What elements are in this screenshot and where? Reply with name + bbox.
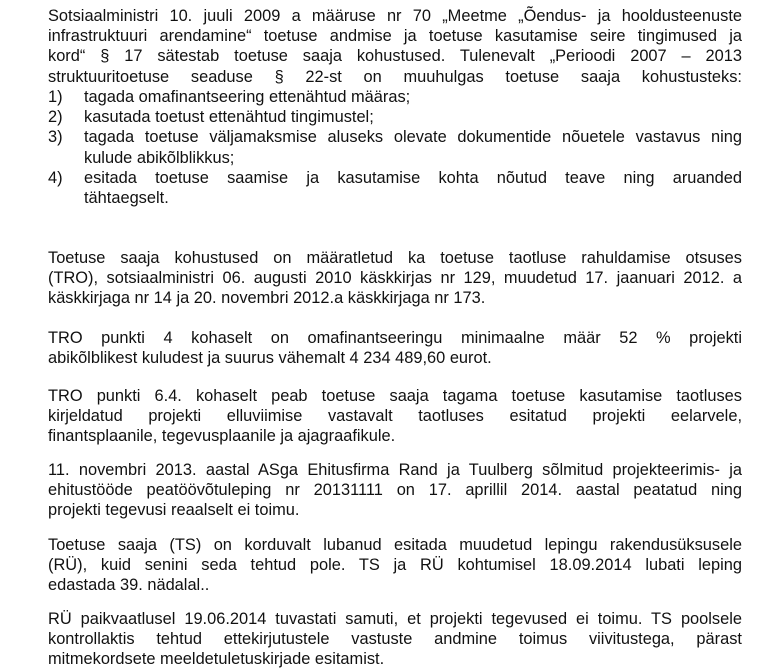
text-line: TRO punkti 4 kohaselt on omafinantseeringu minimaalne määr 52 % projekti xyxy=(48,329,742,347)
text-line: kord“ § 17 sätestab toetuse saaja kohustused. Tulenevalt „Perioodi 2007 – 2013 xyxy=(48,47,742,66)
list-item xyxy=(48,107,742,127)
text-line: TRO punkti 6.4. kohaselt peab toetuse saaja tagama toetuse kasutamise taotluses xyxy=(48,387,742,405)
text-line: struktuuritoetuse seaduse § 22-st on muuhulgas toetuse saaja kohustusteks: xyxy=(48,67,742,86)
list-item xyxy=(48,127,742,167)
list-text: tagada omafinantseering ettenähtud määras; xyxy=(84,88,411,106)
list-text: kasutada toetust ettenähtud tingimustel; xyxy=(84,108,374,127)
list-number: 2) xyxy=(48,108,63,127)
text-line: abikõlblikest kuludest ja suurus vähemalt 4 234 489,60 eurot. xyxy=(48,349,492,368)
paragraph-tro-point-4 xyxy=(48,328,742,368)
text-line: (RÜ), kuid senini seda tehtud pole. TS ja RÜ kohtumisel 18.09.2014 lubati leping xyxy=(48,556,742,575)
text-line: mitmekordsete meeldetuletuskirjade esitamist. xyxy=(48,650,385,669)
list-item xyxy=(48,87,742,107)
list-text: tähtaegselt. xyxy=(84,189,169,208)
text-line: finantsplaanile, tegevusplaanile ja ajagraafikule. xyxy=(48,427,396,446)
list-text: kulude abikõlblikkus; xyxy=(84,148,235,167)
text-line: käskkirjaga nr 14 ja 20. novembri 2012.a käskkirjaga nr 173. xyxy=(48,289,486,308)
text-line: (TRO), sotsiaalministri 06. augusti 2010 käskkirjas nr 129, muudetud 17. jaanuari 2012. a xyxy=(48,269,742,288)
text-line: kirjeldatud projekti elluviimise vastavalt taotluses esitatud projekti eelarvele, xyxy=(48,407,742,426)
intro-paragraph xyxy=(48,6,742,87)
list-number: 1) xyxy=(48,88,63,106)
text-line: 11. novembri 2013. aastal ASga Ehitusfirma Rand ja Tuulberg sõlmitud projekteerimis- ja xyxy=(48,461,742,479)
list-number: 4) xyxy=(48,168,63,187)
text-line: kontrollaktis tehtud ettekirjutustele vastuste andmine toimus viivitustega, pärast xyxy=(48,630,742,649)
text-line: Sotsiaalministri 10. juuli 2009 a määruse nr 70 „Meetme „Õendus- ja hooldusteenuste xyxy=(48,7,742,25)
text-line: Toetuse saaja (TS) on korduvalt lubanud esitada muudetud lepingu rakendusüksusele xyxy=(48,536,742,554)
paragraph-contract xyxy=(48,460,742,521)
paragraph-beneficiary xyxy=(48,535,742,596)
paragraph-tro-point-6-4 xyxy=(48,386,742,447)
text-line: ehitustööde peatöövõtuleping nr 20131111 on 17. aprillil 2014. aastal peatatud ning xyxy=(48,481,742,500)
list-item xyxy=(48,168,742,208)
paragraph-site-visit xyxy=(48,609,742,670)
text-line: infrastruktuuri arendamine“ toetuse andmise ja toetuse kasutamise seire tingimused ja xyxy=(48,27,742,46)
list-text: esitada toetuse saamise ja kasutamise kohta nõutud teave ning aruanded xyxy=(84,168,742,187)
list-text: tagada toetuse väljamaksmise aluseks olevate dokumentide nõuetele vastavus ning xyxy=(84,128,742,147)
obligations-list xyxy=(48,87,742,208)
text-line: RÜ paikvaatlusel 19.06.2014 tuvastati samuti, et projekti tegevused ei toimu. TS poolsele xyxy=(48,610,742,628)
text-line: edastada 39. nädalal.. xyxy=(48,576,210,595)
list-number: 3) xyxy=(48,128,63,147)
text-line: projekti tegevusi reaalselt ei toimu. xyxy=(48,501,300,520)
paragraph-tro-obligations xyxy=(48,248,742,309)
text-line: Toetuse saaja kohustused on määratletud ka toetuse taotluse rahuldamise otsuses xyxy=(48,249,742,267)
